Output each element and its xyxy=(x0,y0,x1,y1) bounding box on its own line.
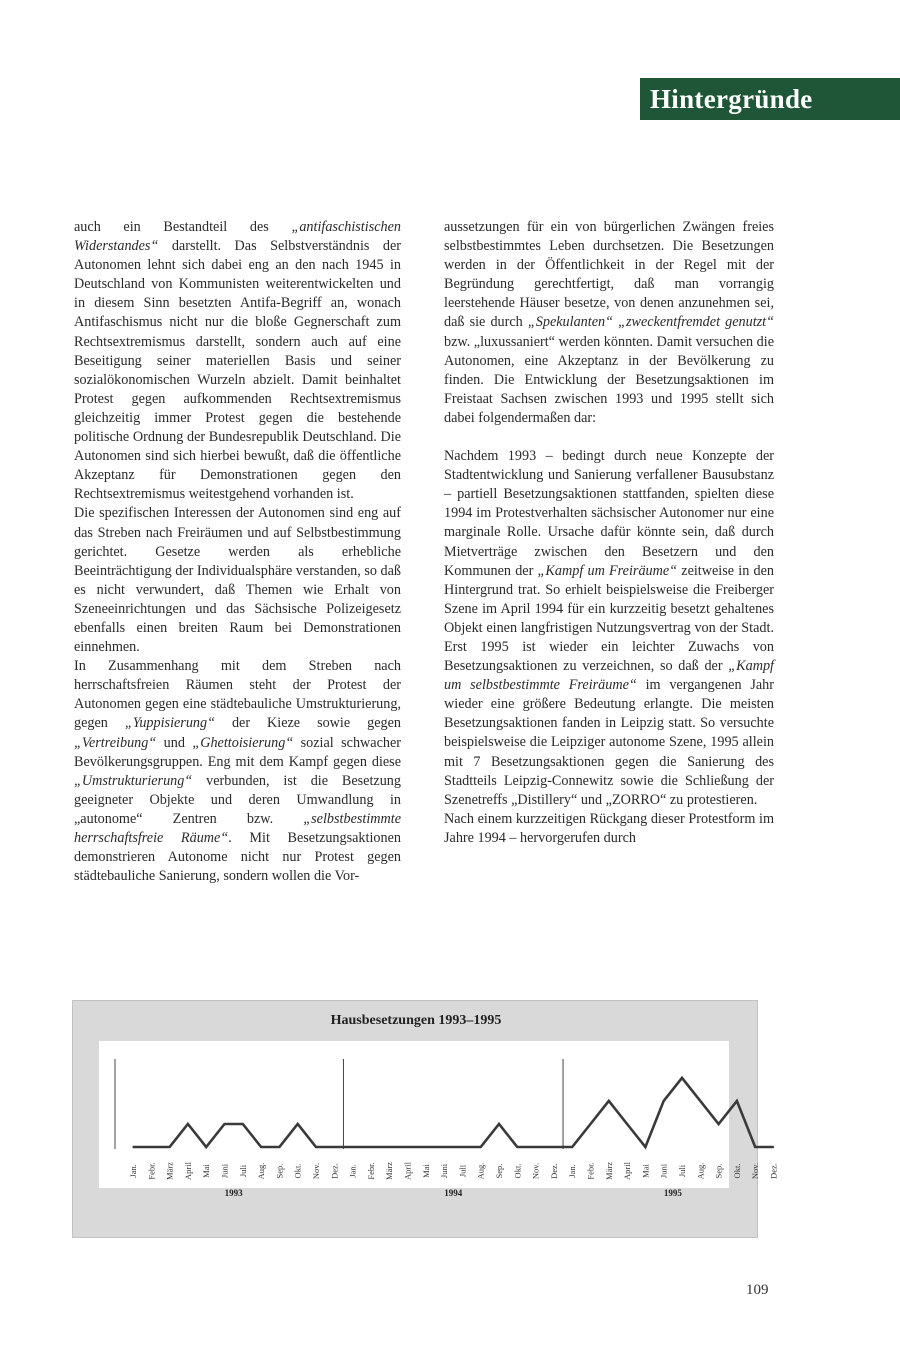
data-point xyxy=(260,1146,262,1148)
section-banner xyxy=(640,78,900,120)
data-point xyxy=(224,1123,226,1125)
month-tick-label: Dez. xyxy=(548,1163,559,1179)
data-point xyxy=(608,1100,610,1102)
month-tick-label: Sep. xyxy=(494,1163,504,1179)
data-point xyxy=(407,1146,409,1148)
data-point xyxy=(590,1123,592,1125)
data-point xyxy=(571,1146,573,1148)
month-tick-label: Juni xyxy=(219,1163,230,1179)
data-point xyxy=(315,1146,317,1148)
month-tick-label: Febr. xyxy=(365,1162,376,1180)
data-point xyxy=(718,1123,720,1125)
data-point xyxy=(132,1146,134,1148)
month-tick-label: Sep. xyxy=(274,1163,285,1179)
month-tick-label: Febr. xyxy=(585,1162,596,1180)
right-column xyxy=(444,218,774,848)
series-line xyxy=(133,1078,774,1147)
month-tick-label: Aug. xyxy=(256,1162,267,1180)
data-point xyxy=(681,1077,683,1079)
month-tick-label: April xyxy=(402,1162,413,1180)
month-tick-label: Juni xyxy=(658,1163,669,1179)
month-tick-label: Jan. xyxy=(128,1164,138,1178)
month-tick-label: Febr. xyxy=(146,1162,157,1180)
data-point xyxy=(462,1146,464,1148)
paragraph: In Zusammenhang mit dem Streben nach herrschaftsfreien Räumen steht der Protest der Autonomen gegen eine städtebauliche Umstrukturierung, gegen „Yuppisierung“ der Kieze sowie gegen „Vertreibung“ und „Ghettoisierung“ sozial schwacher Bevölkerungsgruppen. Eng mit dem Kampf gegen diese „Umstrukturierung“ verbunden, ist die Besetzung geeigneter Objekte und deren Umwandlung in „autonome“ Zentren bzw. „selbstbestimmte herrschaftsfreie Räume“. Mit Besetzungsaktionen demonstrieren Autonome nicht nur Protest gegen städtebauliche Sanierung, sondern wollen die Vor- xyxy=(74,658,401,885)
paragraph: Nach einem kurzzeitigen Rückgang dieser Protestform im Jahre 1994 – hervorgerufen durch xyxy=(444,810,774,846)
month-tick-label: Dez. xyxy=(768,1163,779,1179)
month-tick-label: Nov. xyxy=(530,1162,541,1180)
year-label: 1993 xyxy=(224,1188,243,1198)
data-point xyxy=(297,1123,299,1125)
data-point xyxy=(388,1146,390,1148)
chart-svg xyxy=(73,1001,779,1239)
month-tick-label: Nov. xyxy=(750,1162,761,1180)
month-tick-label: Aug. xyxy=(475,1162,486,1180)
paragraph: auch ein Bestandteil des „antifaschistischen Widerstandes“ darstellt. Das Selbstverständnis der Autonomen lehnt sich dabei eng an den nach 1945 in Deutschland von Kommunisten weiterentwickelten und in diesem Sinn besetzten Antifa-Begriff an, wonach Antifaschismus nicht nur die bloße Gegnerschaft zum Rechtsextremismus darstellt, sondern auch auf eine Beseitigung seiner materiellen Basis und seiner sozialökonomischen Wurzeln abzielt. Damit beinhaltet Protest gegen aufkommenden Rechtsextremismus gleichzeitig immer Protest gegen die bestehende politische Ordnung der Bundesrepublik Deutschland. Die Autonomen sind sich hierbei bewußt, daß die öffentliche Akzeptanz für Demonstrationen gegen den Rechtsextremismus weitestgehend vorhanden ist. xyxy=(74,219,401,503)
month-tick-label: Juli xyxy=(677,1164,687,1178)
data-point xyxy=(443,1146,445,1148)
left-column xyxy=(74,218,401,886)
data-point xyxy=(205,1146,207,1148)
data-point xyxy=(169,1146,171,1148)
paragraph-gap xyxy=(444,428,774,447)
data-point xyxy=(151,1146,153,1148)
data-point xyxy=(370,1146,372,1148)
month-tick-label: Jan. xyxy=(567,1164,578,1178)
data-point xyxy=(535,1146,537,1148)
month-tick-label: Juli xyxy=(237,1164,248,1178)
paragraph: Die spezifischen Interessen der Autonomen sind eng auf das Streben nach Freiräumen und auf Selbstbestimmung gerichtet. Gesetze werden als erhebliche Beeinträchtigung der Individualsphäre verstanden, so daß es nicht verwundert, daß Themen wie Erhalt von Szeneeinrichtungen und das Sächsische Polizeigesetz ebenfalls einen breiten Raum bei Demonstrationen einnehmen. xyxy=(74,505,401,656)
month-tick-label: Jan. xyxy=(347,1164,358,1178)
data-point xyxy=(773,1146,775,1148)
year-label: 1995 xyxy=(663,1188,682,1198)
data-point xyxy=(334,1146,336,1148)
data-point xyxy=(663,1100,665,1102)
year-label: 1994 xyxy=(444,1188,463,1198)
data-point xyxy=(626,1123,628,1125)
data-point xyxy=(700,1100,702,1102)
data-point xyxy=(187,1123,189,1125)
month-tick-label: März xyxy=(603,1162,614,1180)
chart-panel xyxy=(72,1000,779,1238)
month-tick-label: Juni xyxy=(439,1163,450,1179)
paragraph: aussetzungen für ein von bürgerlichen Zwängen freies selbstbestimmtes Leben durchsetzen. Die Besetzungen werden in der Öffentlichkeit in der Regel mit der Begründung gerechtfertigt, daß man vorrangig leerstehende Häuser besetze, von denen anzunehmen sei, daß sie durch „Spekulanten“ „zweckentfremdet genutzt“ bzw. „luxussaniert“ werden könnten. Damit versuchen die Autonomen, eine Akzeptanz in der Bevölkerung zu finden. Die Entwicklung der Besetzungsaktionen im Freistaat Sachsen zwischen 1993 und 1995 stellt sich dabei folgendermaßen dar: xyxy=(444,219,775,426)
data-point xyxy=(480,1146,482,1148)
section-title: Hintergründe xyxy=(650,84,813,114)
page-number: 109 xyxy=(746,1282,769,1298)
data-point xyxy=(754,1146,756,1148)
month-tick-label: April xyxy=(182,1162,193,1180)
month-tick-label: Okt. xyxy=(731,1163,742,1179)
month-tick-label: Mai xyxy=(201,1164,212,1178)
data-point xyxy=(279,1146,281,1148)
data-point xyxy=(425,1146,427,1148)
month-tick-label: Juli xyxy=(457,1164,468,1178)
data-point xyxy=(553,1146,555,1148)
chart-title: Hausbesetzungen 1993–1995 xyxy=(330,1013,502,1028)
data-point xyxy=(645,1146,647,1148)
month-tick-label: Nov. xyxy=(311,1162,321,1180)
month-tick-label: Okt. xyxy=(292,1163,303,1179)
paragraph: Nachdem 1993 – bedingt durch neue Konzepte der Stadtentwicklung und Sanierung verfallener Bausubstanz – partiell Besetzungsaktionen stattfanden, spielten diese 1994 im Protestverhalten sächsischer Autonomer nur eine marginale Rolle. Ursache dafür könnte sein, daß durch Mietverträge zwischen den Besetzern und den Kommunen der „Kampf um Freiräume“ zeitweise in den Hintergrund trat. So erhielt beispielsweise die Freiberger Szene im April 1994 für ein kurzzeitig besetzt gehaltenes Objekt einen langfristigen Nutzungsvertrag von der Stadt. Erst 1995 ist wieder ein leichter Zuwachs von Besetzungsaktionen zu verzeichnen, so daß der „Kampf um selbstbestimmte Freiräume“ im vergangenen Jahr wieder eine größere Bedeutung erlangte. Die meisten Besetzungsaktionen fanden in Leipzig statt. So versuchte beispielsweise die Leipziger autonome Szene, 1995 allein mit 7 Besetzungsaktionen gegen die Sanierung des Stadtteils Leipzig-Connewitz sowie die Schließung der Szenetreffs „Distillery“ und „ZORRO“ zu protestieren. xyxy=(444,448,774,808)
data-point xyxy=(736,1100,738,1102)
month-tick-label: Sep. xyxy=(713,1163,724,1179)
month-tick-label: März xyxy=(384,1162,395,1180)
data-point xyxy=(498,1123,500,1125)
month-tick-label: März xyxy=(164,1162,175,1180)
data-point xyxy=(517,1146,519,1148)
month-tick-label: Okt. xyxy=(512,1163,523,1179)
month-tick-label: Aug. xyxy=(695,1162,706,1180)
data-point xyxy=(352,1146,354,1148)
month-tick-label: Dez. xyxy=(329,1163,340,1179)
month-tick-label: April xyxy=(622,1162,633,1180)
month-tick-label: Mai xyxy=(420,1164,431,1178)
month-tick-label: Mai xyxy=(640,1164,651,1178)
data-point xyxy=(242,1123,244,1125)
